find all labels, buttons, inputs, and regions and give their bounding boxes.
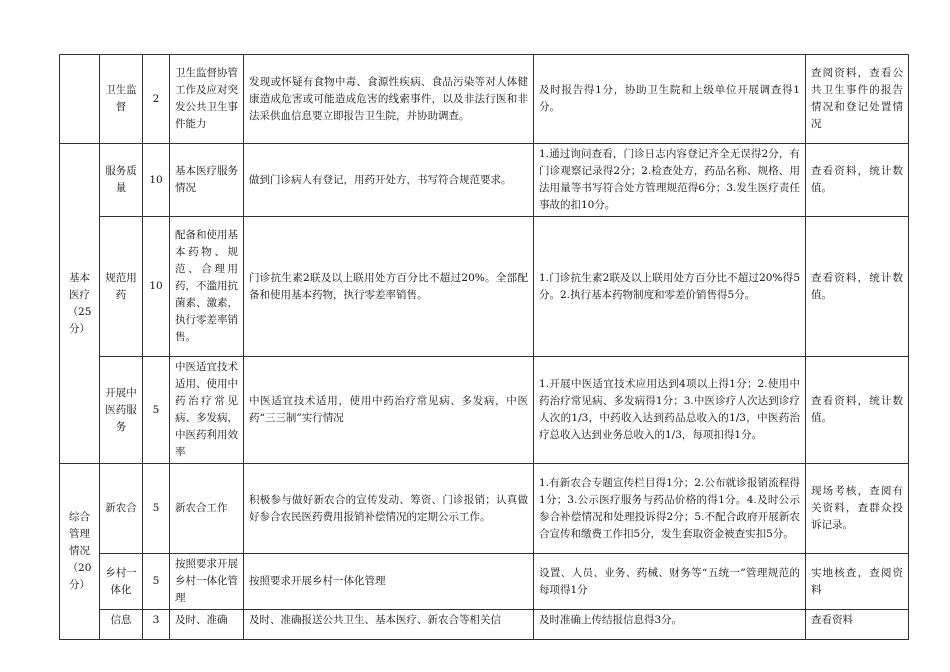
content-cell: 配备和使用基本药物、规范、合理用药，不滥用抗菌素、激素，执行零差率销售。 bbox=[170, 217, 244, 357]
scoring-cell: 及时准确上传结报信息得3分。 bbox=[534, 610, 806, 640]
content-cell: 及时、准确 bbox=[170, 610, 244, 640]
method-cell: 查看资料，统计数值。 bbox=[806, 144, 909, 217]
table-row bbox=[60, 610, 909, 640]
table-row bbox=[60, 357, 909, 464]
scoring-cell: 1.通过询问查看，门诊日志内容登记齐全无误得2分，有门诊观察记录得2分；2.检查处方，药品名称、规格、用法用量等书写符合处方管理规范得6分；3.发生医疗责任事故的扣10分。 bbox=[534, 144, 806, 217]
standard-cell: 门诊抗生素2联及以上联用处方百分比不超过20%。全部配备和使用基本药物，执行零差率销售。 bbox=[244, 217, 534, 357]
table-row bbox=[60, 55, 909, 144]
group-cell-comprehensive: 综合管理情况（20分） bbox=[60, 464, 100, 640]
standard-cell: 按照要求开展乡村一体化管理 bbox=[244, 554, 534, 610]
content-cell: 新农合工作 bbox=[170, 464, 244, 554]
score-cell: 2 bbox=[143, 55, 170, 144]
group-cell-basic-medical: 基本医疗（25分） bbox=[60, 144, 100, 464]
standard-cell: 中医适宜技术适用，使用中药治疗常见病、多发病，中医药“三三制”实行情况 bbox=[244, 357, 534, 464]
content-cell: 按照要求开展乡村一体化管理 bbox=[170, 554, 244, 610]
scoring-cell: 1.开展中医适宜技术应用达到4项以上得1分；2.使用中药治疗常见病、多发病得1分；3.中医诊疗人次达到诊疗人次的1/3，中药收入达到药品总收入的1/3，中医药治疗总收入达到业务总收入的1/3，每项扣得1分。 bbox=[534, 357, 806, 464]
content-cell: 中医适宜技术适用、使用中药治疗常见病、多发病，中医药利用效率 bbox=[170, 357, 244, 464]
table-row bbox=[60, 554, 909, 610]
item-cell: 新农合 bbox=[100, 464, 143, 554]
standard-cell: 积极参与做好新农合的宣传发动、筹资、门诊报销；认真做好参合农民医药费用报销补偿情况的定期公示工作。 bbox=[244, 464, 534, 554]
score-cell: 5 bbox=[143, 464, 170, 554]
item-cell: 规范用药 bbox=[100, 217, 143, 357]
method-cell: 现场考核，查阅有关资料，查群众投诉记录。 bbox=[806, 464, 909, 554]
table-row bbox=[60, 144, 909, 217]
method-cell: 查阅资料，查看公共卫生事件的报告情况和登记处置情况 bbox=[806, 55, 909, 144]
scoring-cell: 及时报告得1分，协助卫生院和上级单位开展调查得1分。 bbox=[534, 55, 806, 144]
scoring-cell: 1.门诊抗生素2联及以上联用处方百分比不超过20%得5分。2.执行基本药物制度和零差价销售得5分。 bbox=[534, 217, 806, 357]
group-cell-empty bbox=[60, 55, 100, 144]
method-cell: 查看资料 bbox=[806, 610, 909, 640]
score-cell: 5 bbox=[143, 554, 170, 610]
table-row bbox=[60, 217, 909, 357]
score-cell: 3 bbox=[143, 610, 170, 640]
content-cell: 基本医疗服务情况 bbox=[170, 144, 244, 217]
item-cell: 卫生监督 bbox=[100, 55, 143, 144]
method-cell: 查看资料，统计数值。 bbox=[806, 357, 909, 464]
score-cell: 10 bbox=[143, 217, 170, 357]
item-cell: 服务质量 bbox=[100, 144, 143, 217]
item-cell: 开展中医药服务 bbox=[100, 357, 143, 464]
standard-cell: 及时、准确报送公共卫生、基本医疗、新农合等相关信 bbox=[244, 610, 534, 640]
standard-cell: 发现或怀疑有食物中毒、食源性疾病、食品污染等对人体健康造成危害或可能造成危害的线索事件，以及非法行医和非法采供血信息要立即报告卫生院，并协助调查。 bbox=[244, 55, 534, 144]
item-cell: 乡村一体化 bbox=[100, 554, 143, 610]
standard-cell: 做到门诊病人有登记，用药开处方，书写符合规范要求。 bbox=[244, 144, 534, 217]
assessment-table bbox=[59, 54, 909, 640]
content-cell: 卫生监督协管工作及应对突发公共卫生事件能力 bbox=[170, 55, 244, 144]
score-cell: 10 bbox=[143, 144, 170, 217]
method-cell: 查看资料，统计数值。 bbox=[806, 217, 909, 357]
scoring-cell: 设置、人员、业务、药械、财务等“五统一”管理规范的每项得1分 bbox=[534, 554, 806, 610]
item-cell: 信息 bbox=[100, 610, 143, 640]
method-cell: 实地核查，查阅资料 bbox=[806, 554, 909, 610]
scoring-cell: 1.有新农合专题宣传栏目得1分；2.公布就诊报销流程得1分；3.公示医疗服务与药品价格的得1分。4.及时公示参合补偿情况和处理投诉得2分；5.不配合政府开展新农合宣传和缴费工作扣5分，发生套取资金被查实扣5分。 bbox=[534, 464, 806, 554]
score-cell: 5 bbox=[143, 357, 170, 464]
table-row bbox=[60, 464, 909, 554]
